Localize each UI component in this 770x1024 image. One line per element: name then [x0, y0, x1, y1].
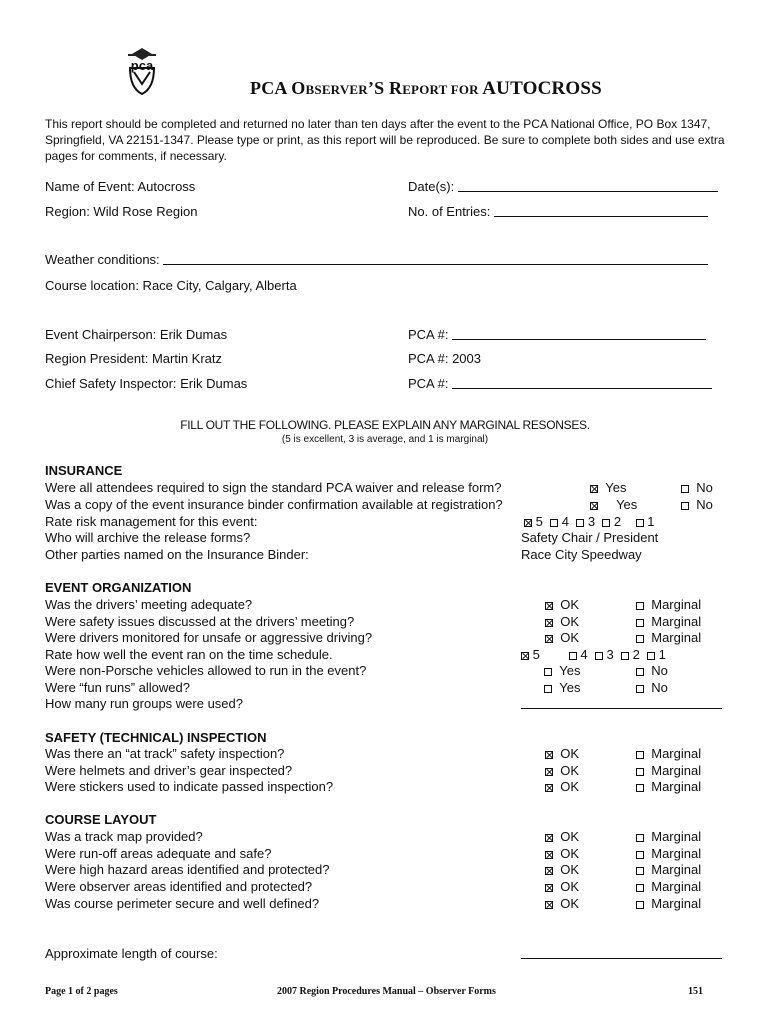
checkbox-icon	[636, 668, 644, 676]
checkbox-icon	[544, 668, 552, 676]
insurance-a4: Safety Chair / President	[521, 530, 659, 545]
checkbox-icon	[636, 635, 644, 643]
checkbox-icon	[636, 685, 644, 693]
checkbox-icon	[636, 602, 644, 610]
course-q4-marginal[interactable]: Marginal	[636, 879, 701, 894]
org-q2-ok[interactable]: OK	[545, 614, 579, 629]
course-q2: Were run-off areas adequate and safe?	[45, 846, 272, 861]
course-q3: Were high hazard areas identified and protected?	[45, 862, 330, 877]
dates-field[interactable]: Date(s):	[408, 179, 718, 194]
checkbox-icon	[590, 502, 598, 510]
org-rating[interactable]: 5 4 3 2 1	[521, 647, 666, 662]
org-q1: Was the drivers’ meeting adequate?	[45, 597, 253, 612]
checkbox-icon	[636, 619, 644, 627]
checkbox-icon	[545, 867, 553, 875]
course-q4-ok[interactable]: OK	[545, 879, 579, 894]
safety-q3: Were stickers used to indicate passed inspection?	[45, 779, 334, 794]
intro-paragraph: This report should be completed and returned no later than ten days after the event to the PCA National Office, PO Box 1347, Springfield, VA 22151-1347. Please type or print, as this report will be reproduced. Be sure to complete both sides and use extra pages for comments, if necessary.	[45, 117, 725, 163]
org-q2-marginal[interactable]: Marginal	[636, 614, 701, 629]
course-q5-marginal[interactable]: Marginal	[636, 896, 701, 911]
course-q3-ok[interactable]: OK	[545, 862, 579, 877]
checkbox-icon	[636, 884, 644, 892]
footer-page-number: 151	[688, 986, 703, 997]
checkbox-icon	[521, 652, 529, 660]
checkbox-icon	[602, 519, 610, 527]
insurance-q1-no[interactable]: No	[681, 480, 713, 495]
checkbox-icon	[636, 784, 644, 792]
section-course-layout: COURSE LAYOUT	[45, 812, 157, 827]
org-q7: How many run groups were used?	[45, 696, 243, 711]
course-q1-marginal[interactable]: Marginal	[636, 829, 701, 844]
org-q5-yes[interactable]: Yes	[544, 663, 580, 678]
pca-number-3[interactable]: PCA #:	[408, 376, 712, 391]
checkbox-icon	[636, 751, 644, 759]
insurance-q1-yes[interactable]: Yes	[590, 480, 626, 495]
pca-number-2: PCA #: 2003	[408, 351, 481, 366]
safety-q1: Was there an “at track” safety inspection?	[45, 746, 285, 761]
org-q1-marginal[interactable]: Marginal	[636, 597, 701, 612]
checkbox-icon	[545, 884, 553, 892]
insurance-q3: Rate risk management for this event:	[45, 514, 258, 529]
course-q1: Was a track map provided?	[45, 829, 203, 844]
course-q2-ok[interactable]: OK	[545, 846, 579, 861]
checkbox-icon	[524, 519, 532, 527]
insurance-q4: Who will archive the release forms?	[45, 530, 251, 545]
insurance-q2: Was a copy of the event insurance binder confirmation available at registration?	[45, 497, 503, 512]
safety-q1-marginal[interactable]: Marginal	[636, 746, 701, 761]
checkbox-icon	[545, 851, 553, 859]
org-q6-yes[interactable]: Yes	[544, 680, 580, 695]
course-q3-marginal[interactable]: Marginal	[636, 862, 701, 877]
region: Region: Wild Rose Region	[45, 204, 198, 219]
insurance-a5: Race City Speedway	[521, 547, 642, 562]
course-location: Course location: Race City, Calgary, Alberta	[45, 278, 297, 293]
org-q6-no[interactable]: No	[636, 680, 668, 695]
org-q2: Were safety issues discussed at the drivers’ meeting?	[45, 614, 355, 629]
event-chairperson: Event Chairperson: Erik Dumas	[45, 327, 228, 342]
checkbox-icon	[545, 768, 553, 776]
org-q3-ok[interactable]: OK	[545, 630, 579, 645]
checkbox-icon	[545, 602, 553, 610]
checkbox-icon	[550, 519, 558, 527]
insurance-rating[interactable]: 5 4 3 2 1	[524, 514, 654, 529]
event-name: Name of Event: Autocross	[45, 179, 196, 194]
checkbox-icon	[545, 834, 553, 842]
insurance-q1: Were all attendees required to sign the standard PCA waiver and release form?	[45, 480, 502, 495]
page-title: PCA OBSERVER’S REPORT FOR AUTOCROSS	[250, 78, 602, 99]
org-q3-marginal[interactable]: Marginal	[636, 630, 701, 645]
checkbox-icon	[636, 851, 644, 859]
safety-q2-marginal[interactable]: Marginal	[636, 763, 701, 778]
checkbox-icon	[545, 751, 553, 759]
org-q5-no[interactable]: No	[636, 663, 668, 678]
safety-q2-ok[interactable]: OK	[545, 763, 579, 778]
safety-q1-ok[interactable]: OK	[545, 746, 579, 761]
section-insurance: INSURANCE	[45, 463, 123, 478]
pca-logo	[118, 46, 166, 96]
run-groups-field[interactable]	[521, 696, 722, 711]
footer-manual-title: 2007 Region Procedures Manual – Observer Forms	[277, 986, 496, 997]
checkbox-icon	[636, 834, 644, 842]
course-q1-ok[interactable]: OK	[545, 829, 579, 844]
safety-q3-ok[interactable]: OK	[545, 779, 579, 794]
checkbox-icon	[595, 652, 603, 660]
checkbox-icon	[569, 652, 577, 660]
insurance-q5: Other parties named on the Insurance Binder:	[45, 547, 309, 562]
entries-field[interactable]: No. of Entries:	[408, 204, 708, 219]
checkbox-icon	[636, 519, 644, 527]
checkbox-icon	[681, 485, 689, 493]
checkbox-icon	[545, 784, 553, 792]
checkbox-icon	[636, 768, 644, 776]
checkbox-icon	[545, 635, 553, 643]
checkbox-icon	[636, 867, 644, 875]
safety-q3-marginal[interactable]: Marginal	[636, 779, 701, 794]
checkbox-icon	[590, 485, 598, 493]
insurance-q2-yes[interactable]: Yes	[590, 497, 637, 512]
checkbox-icon	[544, 685, 552, 693]
instructions: FILL OUT THE FOLLOWING. PLEASE EXPLAIN ANY MARGINAL RESONSES.	[180, 418, 590, 432]
checkbox-icon	[576, 519, 584, 527]
weather-field[interactable]: Weather conditions:	[45, 252, 708, 267]
org-q6: Were “fun runs” allowed?	[45, 680, 190, 695]
insurance-q2-no[interactable]: No	[681, 497, 713, 512]
chief-safety-inspector: Chief Safety Inspector: Erik Dumas	[45, 376, 248, 391]
org-q5: Were non-Porsche vehicles allowed to run in the event?	[45, 663, 367, 678]
pca-number-1[interactable]: PCA #:	[408, 327, 706, 342]
rating-scale: (5 is excellent, 3 is average, and 1 is marginal)	[281, 434, 489, 445]
safety-q2: Were helmets and driver’s gear inspected?	[45, 763, 293, 778]
course-q5-ok[interactable]: OK	[545, 896, 579, 911]
footer-page-count: Page 1 of 2 pages	[45, 986, 118, 997]
logo-text: pca	[130, 58, 154, 73]
region-president: Region President: Martin Kratz	[45, 351, 223, 366]
section-event-organization: EVENT ORGANIZATION	[45, 580, 192, 595]
org-q3: Were drivers monitored for unsafe or aggressive driving?	[45, 630, 373, 645]
checkbox-icon	[647, 652, 655, 660]
checkbox-icon	[636, 901, 644, 909]
checkbox-icon	[545, 619, 553, 627]
course-q2-marginal[interactable]: Marginal	[636, 846, 701, 861]
course-length-field[interactable]	[521, 946, 722, 961]
org-q4: Rate how well the event ran on the time schedule.	[45, 647, 333, 662]
course-q5: Was course perimeter secure and well defined?	[45, 896, 320, 911]
checkbox-icon	[681, 502, 689, 510]
checkbox-icon	[621, 652, 629, 660]
course-length-label: Approximate length of course:	[45, 946, 218, 961]
org-q1-ok[interactable]: OK	[545, 597, 579, 612]
section-safety-inspection: SAFETY (TECHNICAL) INSPECTION	[45, 730, 267, 745]
course-q4: Were observer areas identified and protected?	[45, 879, 313, 894]
checkbox-icon	[545, 901, 553, 909]
